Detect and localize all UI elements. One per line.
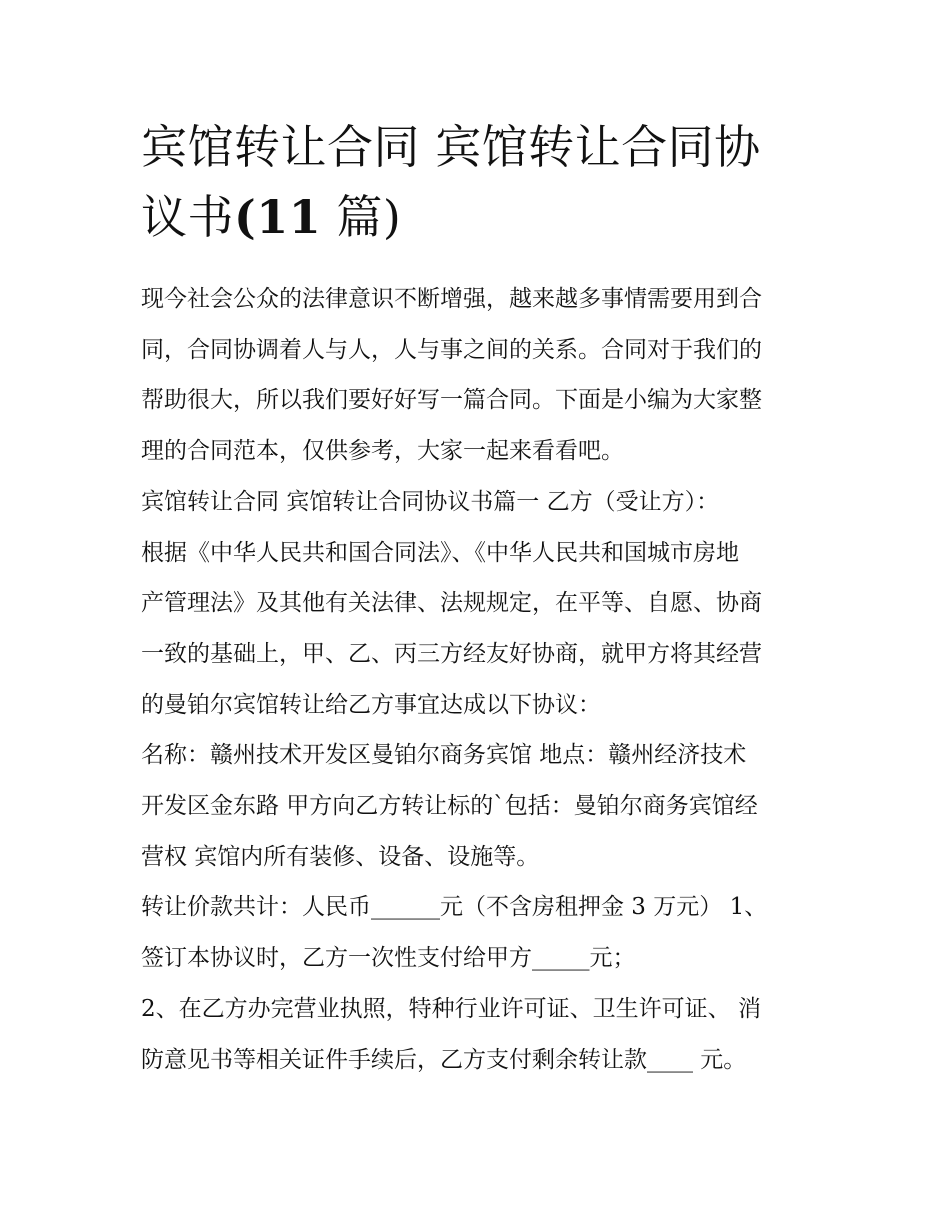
document-title — [141, 112, 816, 252]
text-line: 一致的基础上，甲、乙、丙三方经友好协商，就甲方将其经营 — [141, 640, 762, 667]
text-line: 现今社会公众的法律意识不断增强，越来越多事情需要用到合 — [141, 286, 762, 312]
body-text — [141, 274, 816, 1085]
text-line: 防意见书等相关证件手续后，乙方支付剩余转让款____ 元。 — [141, 1046, 747, 1073]
title-line-1: 宾馆转让合同 宾馆转让合同协 — [141, 120, 761, 174]
text-line: 营权 宾馆内所有装修、设备、设施等。 — [141, 843, 540, 870]
document-content — [141, 112, 816, 1085]
text-line: 帮助很大，所以我们要好好写一篇合同。下面是小编为大家整 — [141, 387, 762, 414]
title-line-2-prefix: 议书 — [141, 190, 234, 244]
text-line: 转让价款共计：人民币______元（不含房租押金 3 万元） 1、 — [141, 894, 768, 921]
text-line: 产管理法》及其他有关法律、法规规定，在平等、自愿、协商 — [141, 590, 762, 617]
text-line: 名称：赣州技术开发区曼铂尔商务宾馆 地点：赣州经济技术 — [141, 742, 747, 769]
text-line: 开发区金东路 甲方向乙方转让标的`包括：曼铂尔商务宾馆经 — [141, 793, 758, 820]
text-line: 宾馆转让合同 宾馆转让合同协议书篇一 乙方（受让方）： — [141, 488, 720, 515]
text-line: 2、在乙方办完营业执照，特种行业许可证、卫生许可证、 消 — [141, 995, 761, 1022]
text-line: 的曼铂尔宾馆转让给乙方事宜达成以下协议： — [141, 691, 601, 718]
text-line: 根据《中华人民共和国合同法》、《中华人民共和国城市房地 — [141, 539, 739, 566]
text-line: 理的合同范本，仅供参考，大家一起来看看吧。 — [141, 438, 624, 465]
text-line: 同，合同协调着人与人，人与事之间的关系。合同对于我们的 — [141, 336, 762, 363]
title-line-2-count: (11 — [234, 190, 322, 244]
text-line: 签订本协议时，乙方一次性支付给甲方_____元； — [141, 945, 636, 972]
title-line-2-suffix: 篇) — [321, 190, 402, 244]
